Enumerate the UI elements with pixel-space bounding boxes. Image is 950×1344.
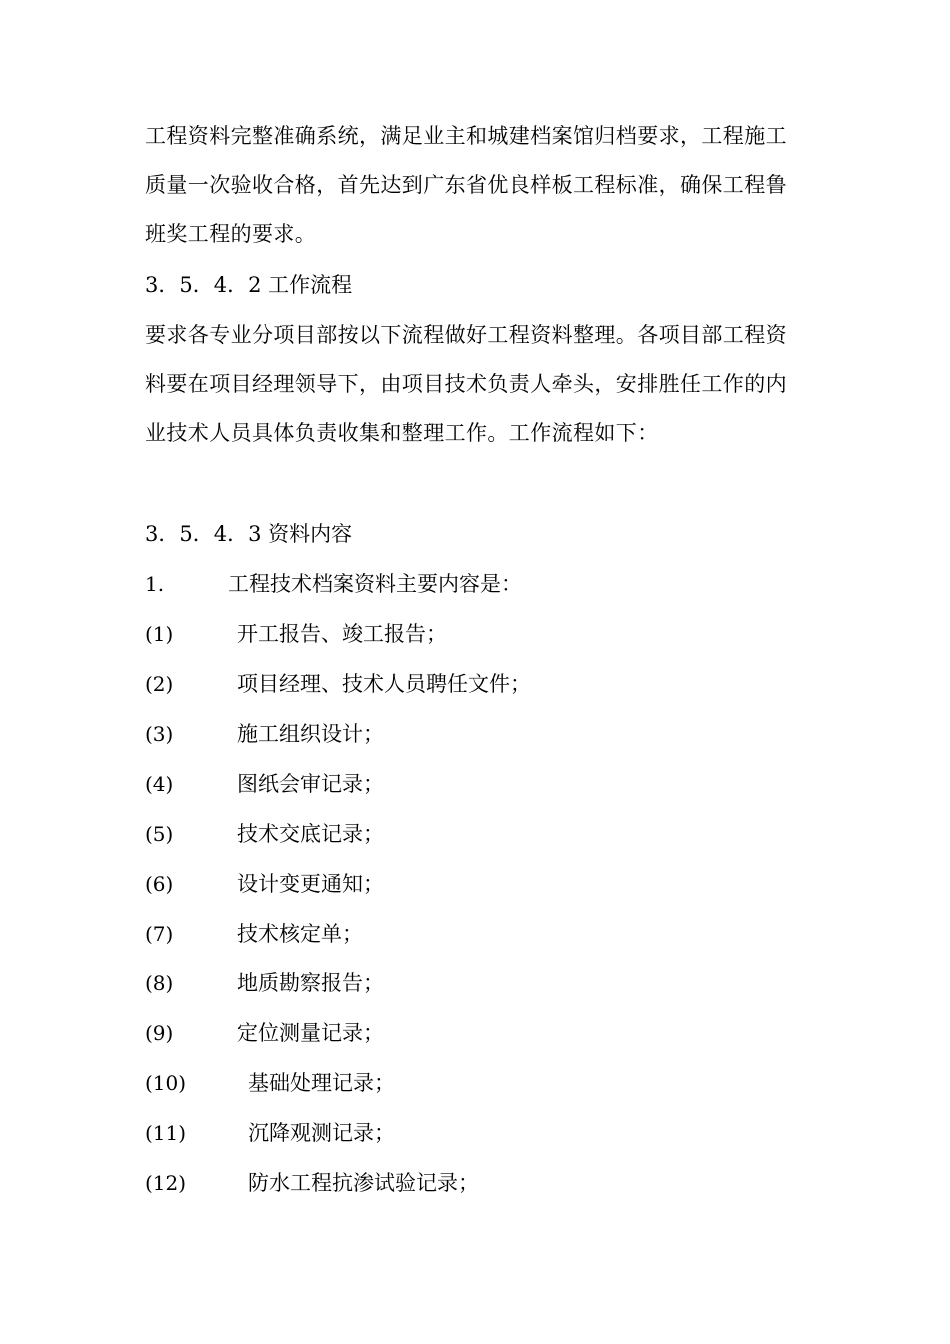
list-number: 1. [145,572,165,596]
list-text: 工程技术档案资料主要内容是： [228,572,522,596]
list-text: 定位测量记录； [237,1021,384,1045]
list-number: (2) [145,672,174,696]
list-number: (11) [145,1121,187,1145]
list-number: (5) [145,822,174,846]
list-number: (8) [145,971,174,995]
list-number: (9) [145,1021,174,1045]
section-heading-workflow: 3．5．4．2 工作流程 [145,273,353,297]
list-text: 基础处理记录； [248,1071,395,1095]
list-text: 地质勘察报告； [237,971,384,995]
text-line: 业技术人员具体负责收集和整理工作。工作流程如下： [145,421,659,445]
list-number: (1) [145,622,174,646]
list-number: (3) [145,722,174,746]
text-line: 工程资料完整准确系统，满足业主和城建档案馆归档要求，工程施工 [145,124,787,148]
list-text: 施工组织设计； [237,722,384,746]
list-text: 设计变更通知； [237,872,384,896]
list-text: 沉降观测记录； [248,1121,395,1145]
list-text: 技术核定单； [237,922,363,946]
list-text: 项目经理、技术人员聘任文件； [237,672,531,696]
section-heading-contents: 3．5．4．3 资料内容 [145,522,353,546]
paragraph-quality-goals [145,112,810,259]
list-text: 技术交底记录； [237,822,384,846]
list-number: (10) [145,1071,187,1095]
text-line: 料要在项目经理领导下，由项目技术负责人牵头，安排胜任工作的内 [145,372,787,396]
list-text: 开工报告、竣工报告； [237,622,447,646]
text-line: 质量一次验收合格，首先达到广东省优良样板工程标准，确保工程鲁 [145,173,787,197]
list-text: 防水工程抗渗试验记录； [248,1171,479,1195]
list-text: 图纸会审记录； [237,772,384,796]
list-number: (12) [145,1171,187,1195]
list-number: (6) [145,872,174,896]
text-line: 要求各专业分项目部按以下流程做好工程资料整理。各项目部工程资 [145,323,787,347]
paragraph-workflow [145,311,810,458]
list-number: (4) [145,772,174,796]
text-line: 班奖工程的要求。 [145,222,317,246]
list-number: (7) [145,922,174,946]
